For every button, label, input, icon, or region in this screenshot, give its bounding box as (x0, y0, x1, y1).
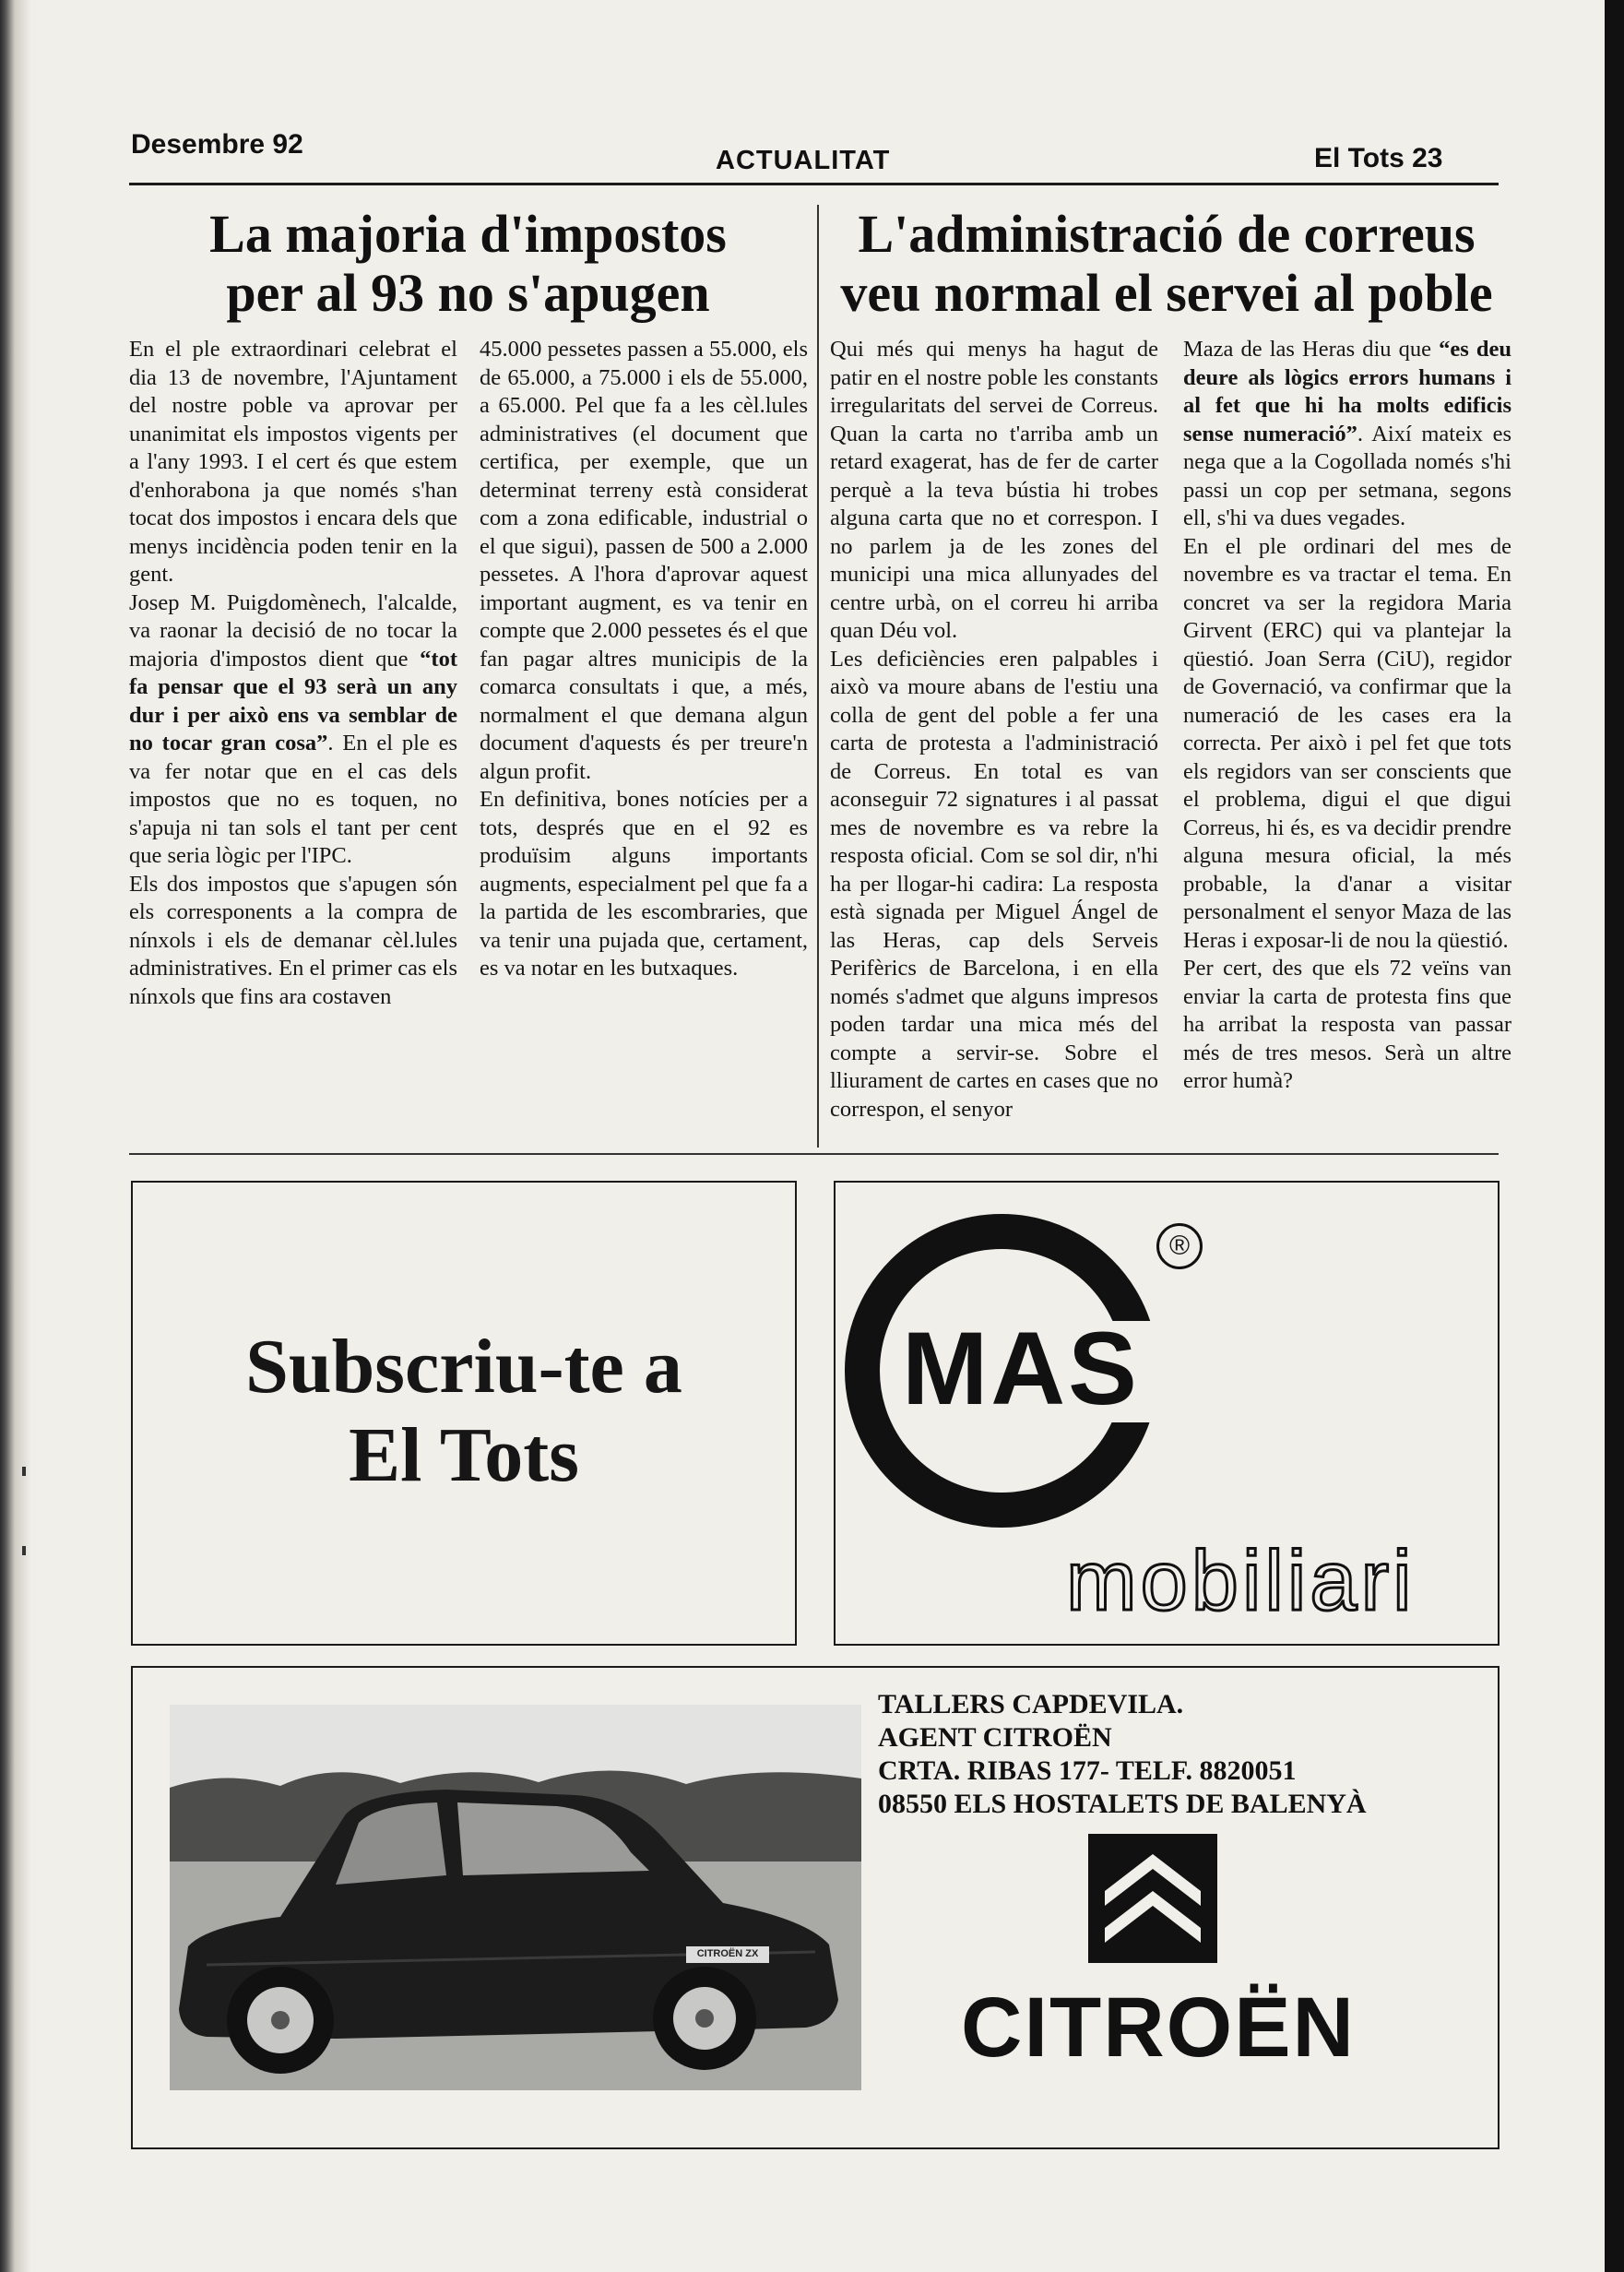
column-divider (817, 205, 819, 1148)
dealer-town: 08550 ELS HOSTALETS DE BALENYÀ (878, 1789, 1367, 1819)
citroen-ad (131, 1666, 1500, 2149)
article1-column-1 (129, 336, 457, 1011)
registered-mark: ® (1156, 1223, 1203, 1269)
subscribe-text (133, 1323, 795, 1500)
binding-mark (22, 1546, 26, 1555)
pull-quote: “es deu deure als lògics errors humans i al fet que hi ha molts edificis sense numeració” (1183, 337, 1511, 446)
subscribe-line: Subscriu-te a (245, 1324, 682, 1410)
headline-line: per al 93 no s'apugen (226, 263, 710, 323)
mas-subtitle: mobiliari (1066, 1534, 1416, 1628)
section-title: ACTUALITAT (716, 146, 891, 175)
car-illustration (170, 1705, 861, 2090)
subscribe-line: El Tots (349, 1412, 579, 1498)
car-badge: CITROËN ZX (696, 1948, 759, 1959)
mas-logo-text: MAS (902, 1311, 1140, 1426)
article2-column-1 (830, 336, 1158, 1124)
text: Maza de las Heras diu que (1183, 337, 1440, 362)
paragraph (129, 589, 457, 871)
dealer-address: CRTA. RIBAS 177- TELF. 8820051 (878, 1755, 1297, 1786)
subscribe-ad (131, 1181, 797, 1646)
paragraph: Per cert, des que els 72 veïns van enviar la carta de protesta fins que ha arribat la resposta van passar més de tres mesos. Serà un altre error humà? (1183, 956, 1511, 1093)
article2-column-2 (1183, 336, 1511, 1096)
header-rule (129, 183, 1499, 185)
headline-line: L'administració de correus (858, 204, 1476, 264)
pull-quote: “tot fa pensar que el 93 serà un any dur i per això ens va semblar de no tocar gran cosa” (129, 646, 457, 755)
paragraph: Qui més qui menys ha hagut de patir en el nostre poble les constants irregularitats del servei de Correus. Quan la carta no t'arriba amb un retard exagerat, has de fer de carter perquè a la teva bústia hi trobes alguna carta que no et correspon. I no parlem ja de les zones del municipi una mica allunyades del centre urbà, on el correu hi arriba quan Déu vol. (830, 337, 1158, 643)
article2-headline (830, 205, 1503, 323)
article1-column-2 (480, 336, 808, 983)
text: Josep M. Puigdomènech, l'alcalde, va raonar la decisió de no tocar la majoria d'impostos dient que (129, 589, 457, 672)
paragraph: Els dos impostos que s'apugen són els corresponents a la compra de nínxols i els de demanar cèl.lules administratives. En el primer cas els nínxols que fins ara costaven (129, 871, 457, 1009)
headline-line: veu normal el servei al poble (840, 263, 1493, 323)
headline-line: La majoria d'impostos (209, 204, 727, 264)
paragraph: Les deficiències eren palpables i això va moure abans de l'estiu una colla de gent del poble a fer una carta de protesta a l'administració de Correus. En total es van aconseguir 72 signatures i al passat mes de novembre es va rebre la resposta oficial. Com se sol dir, n'hi ha per llogar-hi cadira: La resposta està signada per Miguel Ángel de las Heras, cap dels Serveis Perifèrics de Barcelona, i en ella només s'admet que alguns impresos poden tardar una mica més del compte a servir-se. Sobre el lliurament de cartes en cases que no correspon, el senyor (830, 646, 1158, 1122)
scan-border (1605, 0, 1624, 2272)
dealer-info (878, 1688, 1367, 1821)
dealer-agent: AGENT CITROËN (878, 1722, 1112, 1753)
binding-mark (22, 1467, 26, 1476)
text: . Així mateix es nega que a la Cogollada només s'hi passi un cop per setmana, segons ell, s'hi va dues vegades. (1183, 421, 1511, 530)
page-number: El Tots 23 (1314, 143, 1443, 173)
mas-mobiliari-ad (834, 1181, 1500, 1646)
paragraph: En el ple ordinari del mes de novembre es va tractar el tema. En concret va ser la regidora Maria Girvent (ERC) qui va plantejar la qüestió. Joan Serra (CiU), regidor de Governació, va confirmar que la numeració de les cases era la correcta. Per això i pel fet que tots els regidors van ser conscients que el problema, digui el que digui Correus, hi és, es va decidir prendre alguna mesura oficial, la més probable, la d'anar a visitar personalment el senyor Maza de las Heras i exposar-li de nou la qüestió. (1183, 533, 1511, 953)
citroen-brand: CITROËN (961, 1981, 1356, 2075)
dealer-name: TALLERS CAPDEVILA. (878, 1689, 1184, 1719)
car-photo (170, 1705, 861, 2090)
paragraph: En definitiva, bones notícies per a tots, després que en el 92 es produïsim alguns importants augments, especialment pel que fa a la partida de les escombraries, que va tenir una pujada que, certament, es va notar en les butxaques. (480, 787, 808, 981)
article1-headline (129, 205, 807, 323)
issue-date: Desembre 92 (131, 129, 303, 160)
paragraph (1183, 336, 1511, 533)
section-rule (129, 1153, 1499, 1155)
citroen-chevron-icon (1088, 1834, 1217, 1963)
paragraph: En el ple extraordinari celebrat el dia 13 de novembre, l'Ajuntament del nostre poble va aprovar per unanimitat els impostos vigents per a l'any 1993. I el cert és que estem d'enhorabona ja que només s'han tocat dos impostos i encara dels que menys incidència poden tenir en la gent. (129, 337, 457, 587)
page-binding-edge (0, 0, 31, 2272)
paragraph: 45.000 pessetes passen a 55.000, els de 65.000, a 75.000 i els de 55.000, a 65.000. Pel que fa a les cèl.lules administratives (el document que certifica, per exemple, que un determinat terreny està considerat com a zona edificable, industrial o el que sigui), passen de 500 a 2.000 pessetes. A l'hora d'aprovar aquest important augment, es va tenir en compte que 2.000 pessetes és el que fan pagar altres municipis de la comarca consultats i que, a més, normalment el que demana algun document d'aquests és per treure'n algun profit. (480, 337, 808, 784)
text: . En el ple es va fer notar que en el cas dels impostos que no es toquen, no s'apuja ni tan sols el tant per cent que seria lògic per l'IPC. (129, 731, 457, 868)
